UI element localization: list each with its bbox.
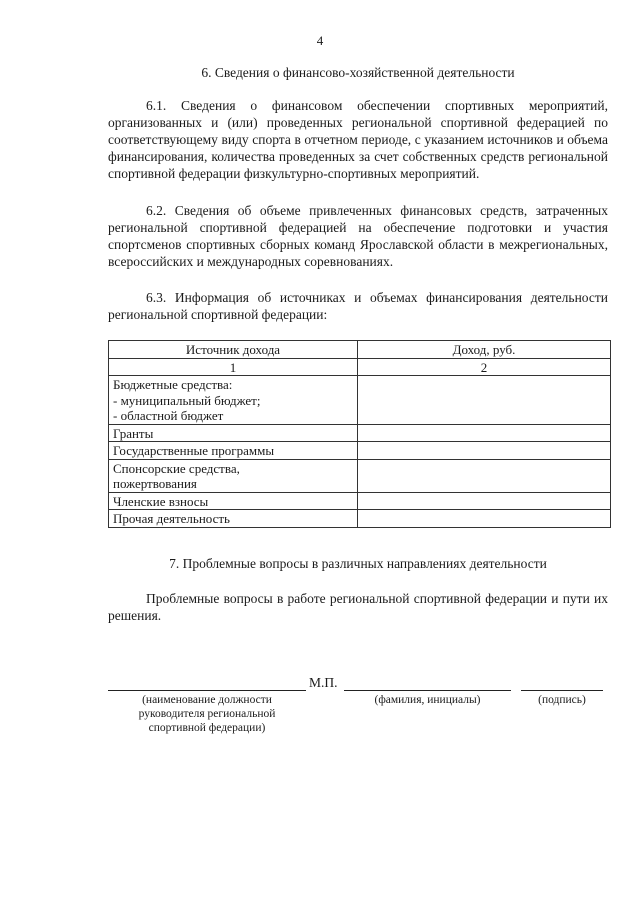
table-row [109, 459, 611, 492]
row-line: пожертвования [113, 476, 197, 491]
row-line: Гранты [113, 425, 154, 441]
header-income-amount: Доход, руб. [358, 341, 611, 359]
row-line: Спонсорские средства, [113, 460, 240, 476]
section-7-heading: 7. Проблемные вопросы в различных направлениях деятельности [169, 556, 547, 571]
row-line: Членские взносы [113, 493, 209, 509]
paragraph-7: Проблемные вопросы в работе региональной спортивной федерации и пути их решения. [108, 591, 608, 623]
header-income-source: Источник дохода [109, 341, 358, 359]
caption-line: (наименование должности [142, 694, 272, 706]
name-caption: (фамилия, инициалы) [374, 694, 481, 706]
row-line: Прочая деятельность [113, 511, 230, 526]
row-source-other [109, 510, 358, 528]
row-value-cell [358, 424, 611, 442]
page-number: 4 [316, 33, 324, 48]
caption-line: руководителя региональной [138, 708, 276, 720]
table-row [109, 492, 611, 510]
row-line: Бюджетные средства: [113, 377, 233, 392]
paragraph-6-3: 6.3. Информация об источниках и объемах финансирования деятельности региональной спортивной федерации: [108, 290, 608, 322]
position-signature-line [108, 690, 306, 691]
row-source-budget [109, 376, 358, 425]
table-row [109, 376, 611, 425]
row-line: Государственные программы [113, 443, 275, 458]
row-value-cell [358, 459, 611, 492]
paragraph-6-1: 6.1. Сведения о финансовом обеспечении спортивных мероприятий, организованных и (или) проведенных региональной спортивной федерацией по соответствующему виду спорта в отчетном периоде, с указанием источников и объема финансирования, количества проведенных за счет собственных средств региональной спортивной федерации физкультурно-спортивных мероприятий. [108, 98, 608, 181]
row-value-cell [358, 510, 611, 528]
row-source-grants [109, 424, 358, 442]
paragraph-6-2: 6.2. Сведения об объеме привлеченных финансовых средств, затраченных региональной спортивной федерацией на обеспечение подготовки и участия спортсменов спортивных сборных команд Ярославской области в межрегиональных, всероссийских и международных соревнованиях. [108, 203, 608, 269]
stamp-mark-label: М.П. [309, 675, 338, 690]
row-value-cell [358, 492, 611, 510]
sign-signature-line [521, 690, 603, 691]
name-signature-line [344, 690, 511, 691]
row-value-cell [358, 376, 611, 425]
section-6-heading: 6. Сведения о финансово-хозяйственной деятельности [201, 65, 515, 80]
table-number-row [109, 358, 611, 376]
row-line: - муниципальный бюджет; [113, 392, 261, 408]
column-number-2: 2 [358, 358, 611, 376]
table-row [109, 442, 611, 460]
caption-line: спортивной федерации) [148, 722, 266, 734]
row-line: - областной бюджет [113, 408, 224, 423]
row-value-cell [358, 442, 611, 460]
table-row [109, 424, 611, 442]
position-caption [108, 693, 306, 735]
table-row [109, 510, 611, 528]
financing-table [108, 340, 611, 528]
row-source-membership-fees [109, 492, 358, 510]
table-header-row [109, 341, 611, 359]
column-number-1: 1 [109, 358, 358, 376]
row-source-sponsors [109, 459, 358, 492]
sign-caption: (подпись) [538, 694, 586, 706]
row-source-state-programs [109, 442, 358, 460]
